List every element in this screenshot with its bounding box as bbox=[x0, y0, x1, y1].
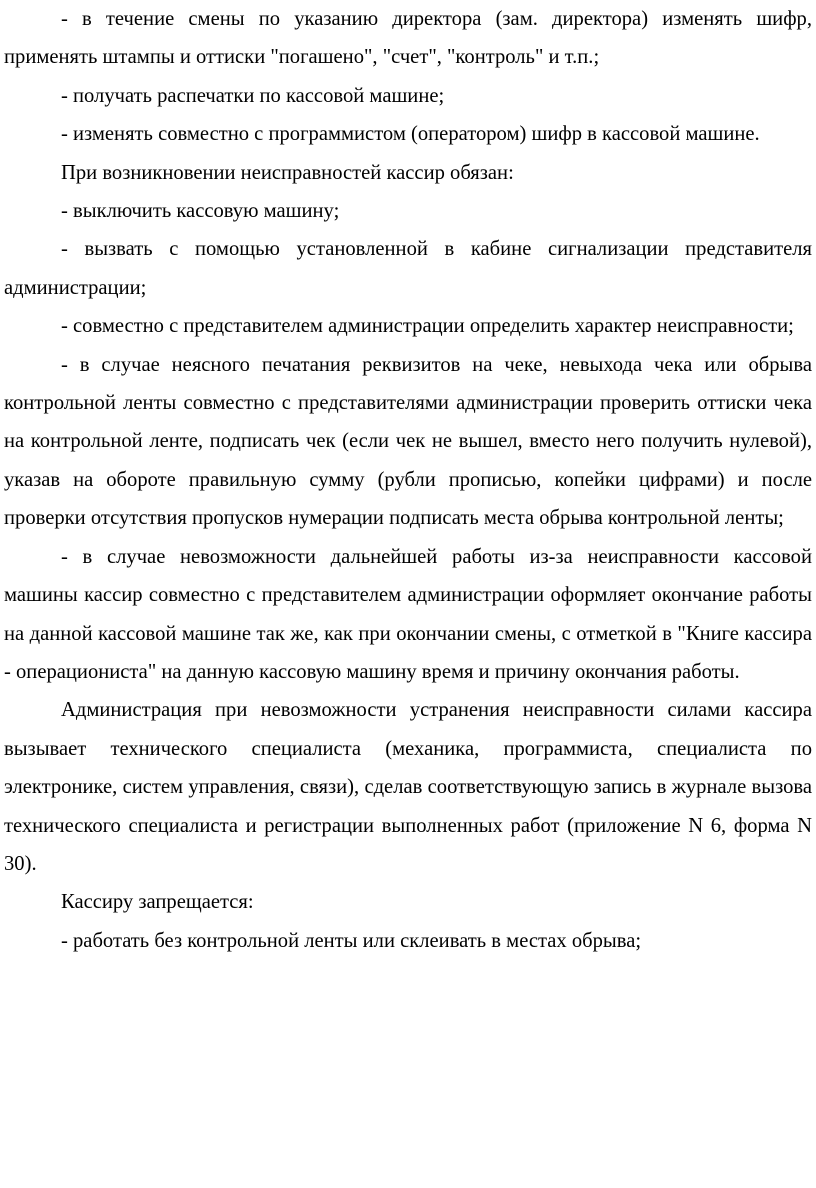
paragraph-2: - получать распечатки по кассовой машине; bbox=[61, 84, 445, 107]
paragraph-11: Кассиру запрещается: bbox=[61, 891, 254, 914]
paragraph-6: - вызвать с помощью установленной в кабине сигнализации представителя администрации; bbox=[4, 238, 812, 299]
paragraph-12: - работать без контрольной ленты или склеивать в местах обрыва; bbox=[61, 929, 642, 952]
paragraph-8: - в случае неясного печатания реквизитов на чеке, невыхода чека или обрыва контрольной ленты совместно с представителями администрации проверить оттиски чека на контрольной ленте, подписать чек (если чек не вышел, вместо него получить нулевой), указав на обороте правильную сумму (рубли прописью, копейки цифрами) и после проверки отсутствия пропусков нумерации подписать места обрыва контрольной ленты; bbox=[4, 353, 812, 530]
paragraph-4: При возникновении неисправностей кассир обязан: bbox=[61, 161, 514, 184]
paragraph-5: - выключить кассовую машину; bbox=[61, 200, 340, 223]
paragraph-3: - изменять совместно с программистом (оператором) шифр в кассовой машине. bbox=[61, 123, 760, 146]
paragraph-1: - в течение смены по указанию директора (зам. директора) изменять шифр, применять штампы и оттиски "погашено", "счет", "контроль" и т.п.; bbox=[4, 8, 812, 69]
paragraph-7: - совместно с представителем администрации определить характер неисправности; bbox=[61, 315, 794, 338]
paragraph-10: Администрация при невозможности устранения неисправности силами кассира вызывает технического специалиста (механика, программиста, специалиста по электронике, систем управления, связи), сделав соответствующую запись в журнале вызова технического специалиста и регистрации выполненных работ (приложение N 6, форма N 30). bbox=[4, 699, 812, 875]
paragraph-9: - в случае невозможности дальнейшей работы из-за неисправности кассовой машины кассир совместно с представителем администрации оформляет окончание работы на данной кассовой машине так же, как при окончании смены, с отметкой в "Книге кассира - операциониста" на данную кассовую машину время и причину окончания работы. bbox=[4, 545, 812, 683]
